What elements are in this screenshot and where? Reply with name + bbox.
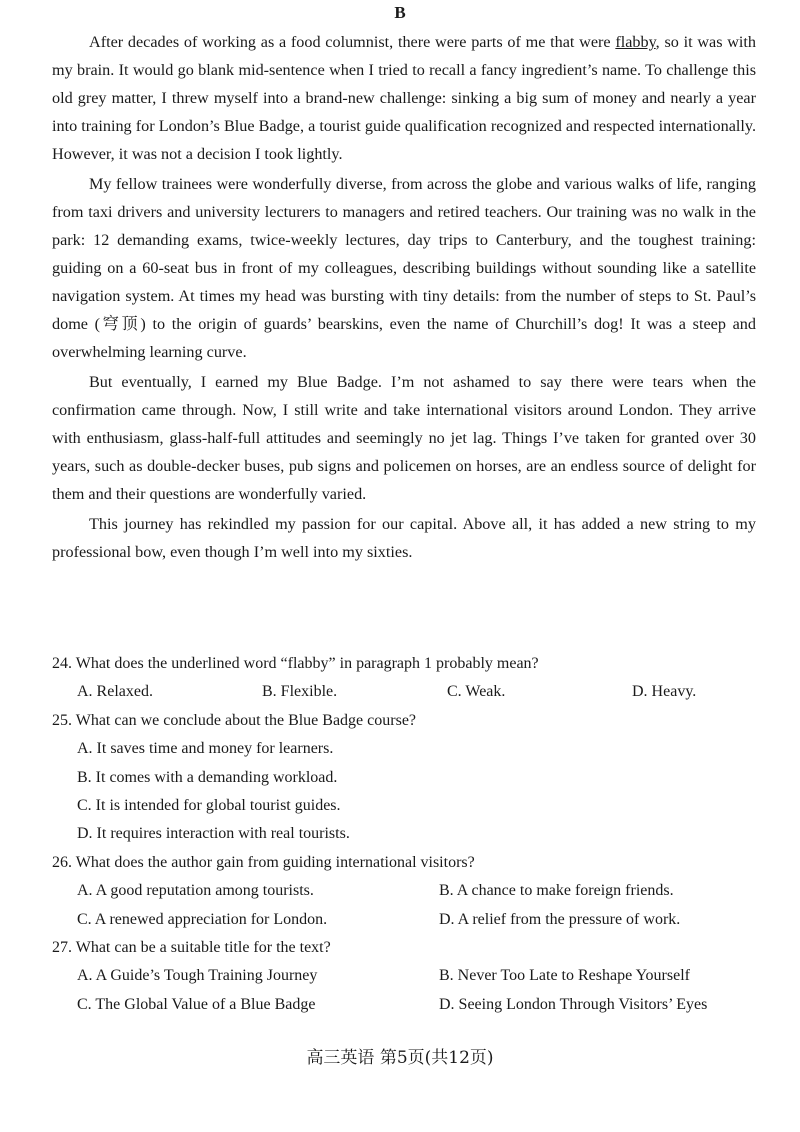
option-c: C. It is intended for global tourist guides.	[77, 797, 341, 815]
option-b: B. Flexible.	[262, 683, 338, 701]
question-25	[52, 707, 756, 849]
paragraph-1-start: After decades of working as a food columnist, there were parts of me that were	[89, 33, 616, 51]
option-a: A. Relaxed.	[77, 683, 153, 701]
underlined-word: flabby	[615, 33, 656, 51]
option-c: C. The Global Value of a Blue Badge	[77, 995, 316, 1013]
option-d: D. A relief from the pressure of work.	[439, 910, 681, 928]
paragraph-4: This journey has rekindled my passion for our capital. Above all, it has added a new string to my professional bow, even though I’m well into my sixties.	[52, 515, 756, 561]
option-d: D. It requires interaction with real tourists.	[77, 825, 350, 843]
paragraph-2: My fellow trainees were wonderfully diverse, from across the globe and various walks of life, ranging from taxi drivers and university lecturers to managers and retired teachers. Our training was no walk in the park: 12 demanding exams, twice-weekly lectures, day trips to Canterbury, and the toughest training: guiding on a 60-seat bus in front of my colleagues, describing buildings without sounding like a satellite navigation system. At times my head was bursting with tiny details: from the number of steps to St. Paul’s dome (穹顶) to the origin of guards’ bearskins, even the name of Churchill’s dog! It was a steep and overwhelming learning curve.	[52, 175, 756, 361]
option-list	[77, 877, 756, 934]
option-list	[77, 735, 756, 849]
paragraph-1-rest: , so it was with my brain. It would go blank mid-sentence when I tried to recall a fancy ingredient’s name. To challenge this old grey matter, I threw myself into a brand-new challenge: sinking a big sum of money and nearly a year into training for London’s Blue Badge, a tourist guide qualification recognized and respected internationally. However, it was not a decision I took lightly.	[52, 33, 757, 163]
option-d: D. Heavy.	[632, 683, 697, 701]
reading-passage	[52, 28, 756, 568]
question-stem: 27. What can be a suitable title for the text?	[52, 939, 331, 957]
option-d: D. Seeing London Through Visitors’ Eyes	[439, 995, 708, 1013]
option-b: B. It comes with a demanding workload.	[77, 768, 338, 786]
option-a: A. A Guide’s Tough Training Journey	[77, 967, 318, 985]
option-list	[77, 962, 756, 1019]
page-footer: 高三英语 第5页(共12页)	[306, 1048, 494, 1068]
question-26	[52, 849, 756, 934]
paragraph-3: But eventually, I earned my Blue Badge. I’m not ashamed to say there were tears when the confirmation came through. Now, I still write and take international visitors around London. They arrive with enthusiasm, glass-half-full attitudes and seemingly no jet lag. Things I’ve taken for granted over 30 years, such as double-decker buses, pub signs and policemen on horses, are an endless source of delight for them and their questions are wonderfully varied.	[52, 373, 756, 503]
question-27	[52, 934, 756, 1019]
option-b: B. Never Too Late to Reshape Yourself	[439, 967, 690, 985]
paragraph-1	[52, 28, 756, 168]
option-c: C. Weak.	[447, 683, 506, 701]
question-stem: 25. What can we conclude about the Blue Badge course?	[52, 711, 417, 729]
option-c: C. A renewed appreciation for London.	[77, 910, 328, 928]
question-stem: 24. What does the underlined word “flabby” in paragraph 1 probably mean?	[52, 655, 539, 672]
option-list	[77, 678, 756, 706]
option-a: A. A good reputation among tourists.	[77, 882, 314, 900]
option-b: B. A chance to make foreign friends.	[439, 882, 674, 900]
question-24	[52, 650, 756, 707]
question-stem: 26. What does the author gain from guiding international visitors?	[52, 853, 475, 871]
question-list	[52, 650, 756, 1019]
section-letter: B	[394, 3, 406, 22]
option-a: A. It saves time and money for learners.	[77, 740, 334, 758]
